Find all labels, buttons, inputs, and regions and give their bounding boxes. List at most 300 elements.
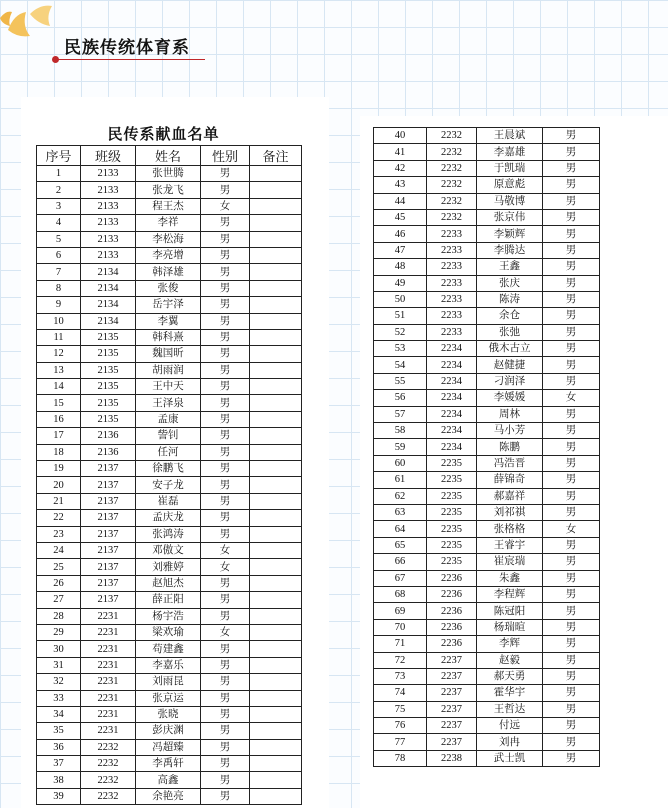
cell-remarks [250, 657, 302, 673]
cell-index: 12 [37, 346, 81, 362]
table-row [37, 198, 302, 214]
cell-name: 刁润泽 [477, 373, 543, 389]
cell-name: 彭庆渊 [136, 723, 201, 739]
cell-class: 2235 [427, 521, 477, 537]
table-row [374, 128, 600, 144]
table-row [374, 718, 600, 734]
cell-remarks [250, 739, 302, 755]
cell-gender: 男 [201, 313, 250, 329]
table-row [374, 177, 600, 193]
cell-index: 5 [37, 231, 81, 247]
cell-class: 2137 [81, 493, 136, 509]
cell-name: 于凯瑞 [477, 160, 543, 176]
table-row [374, 373, 600, 389]
cell-index: 22 [37, 510, 81, 526]
table-row [37, 608, 302, 624]
cell-remarks [250, 362, 302, 378]
cell-class: 2237 [427, 668, 477, 684]
table-row [374, 291, 600, 307]
table-row [374, 636, 600, 652]
cell-class: 2137 [81, 526, 136, 542]
cell-index: 41 [374, 144, 427, 160]
cell-name: 李祥 [136, 215, 201, 231]
column-header-gender: 性别 [201, 146, 250, 166]
cell-class: 2236 [427, 603, 477, 619]
cell-class: 2135 [81, 329, 136, 345]
table-row [37, 247, 302, 263]
cell-name: 刘雅婷 [136, 559, 201, 575]
cell-gender: 男 [543, 619, 600, 635]
cell-class: 2133 [81, 215, 136, 231]
cell-class: 2234 [427, 390, 477, 406]
cell-class: 2231 [81, 674, 136, 690]
cell-index: 34 [37, 706, 81, 722]
table-row [374, 226, 600, 242]
table-row [374, 209, 600, 225]
table-row [374, 160, 600, 176]
table-row [37, 559, 302, 575]
table-row [374, 554, 600, 570]
cell-class: 2237 [427, 701, 477, 717]
cell-index: 55 [374, 373, 427, 389]
cell-gender: 男 [543, 226, 600, 242]
cell-class: 2235 [427, 554, 477, 570]
cell-remarks [250, 280, 302, 296]
cell-name: 薛锦奇 [477, 472, 543, 488]
cell-index: 7 [37, 264, 81, 280]
cell-name: 訾钊 [136, 428, 201, 444]
table-row [37, 510, 302, 526]
table-row [37, 428, 302, 444]
cell-name: 徐鹏飞 [136, 461, 201, 477]
cell-remarks [250, 788, 302, 804]
cell-index: 73 [374, 668, 427, 684]
cell-index: 6 [37, 247, 81, 263]
cell-index: 8 [37, 280, 81, 296]
cell-index: 49 [374, 275, 427, 291]
cell-name: 赵健捷 [477, 357, 543, 373]
cell-name: 韩泽雄 [136, 264, 201, 280]
cell-gender: 男 [201, 706, 250, 722]
cell-gender: 男 [543, 177, 600, 193]
cell-class: 2134 [81, 280, 136, 296]
table-header-row [37, 146, 302, 166]
cell-class: 2232 [427, 177, 477, 193]
cell-index: 72 [374, 652, 427, 668]
cell-class: 2232 [81, 788, 136, 804]
cell-name: 李程辉 [477, 586, 543, 602]
cell-name: 程王杰 [136, 198, 201, 214]
cell-class: 2133 [81, 198, 136, 214]
cell-class: 2237 [427, 734, 477, 750]
cell-gender: 男 [201, 166, 250, 182]
cell-remarks [250, 756, 302, 772]
cell-index: 10 [37, 313, 81, 329]
cell-remarks [250, 608, 302, 624]
ginkgo-leaf-decoration [0, 0, 70, 50]
cell-remarks [250, 493, 302, 509]
cell-index: 52 [374, 324, 427, 340]
cell-name: 孟康 [136, 411, 201, 427]
cell-remarks [250, 559, 302, 575]
cell-index: 48 [374, 259, 427, 275]
cell-name: 王哲达 [477, 701, 543, 717]
cell-remarks [250, 329, 302, 345]
cell-remarks [250, 346, 302, 362]
cell-class: 2133 [81, 231, 136, 247]
cell-gender: 男 [543, 259, 600, 275]
table-row [37, 493, 302, 509]
cell-name: 岳宇泽 [136, 297, 201, 313]
cell-name: 付远 [477, 718, 543, 734]
cell-class: 2231 [81, 706, 136, 722]
table-row [374, 439, 600, 455]
cell-class: 2133 [81, 247, 136, 263]
donor-table-left [36, 145, 302, 805]
table-row [37, 313, 302, 329]
cell-class: 2236 [427, 619, 477, 635]
cell-remarks [250, 297, 302, 313]
cell-remarks [250, 231, 302, 247]
table-row [374, 504, 600, 520]
cell-class: 2231 [81, 657, 136, 673]
cell-gender: 男 [543, 488, 600, 504]
cell-gender: 男 [201, 608, 250, 624]
cell-class: 2232 [427, 160, 477, 176]
cell-gender: 男 [201, 247, 250, 263]
table-row [37, 739, 302, 755]
cell-gender: 男 [201, 477, 250, 493]
cell-index: 75 [374, 701, 427, 717]
cell-class: 2238 [427, 750, 477, 766]
cell-gender: 男 [543, 652, 600, 668]
table-row [37, 362, 302, 378]
cell-gender: 男 [201, 182, 250, 198]
cell-class: 2235 [427, 488, 477, 504]
table-row [374, 668, 600, 684]
cell-index: 20 [37, 477, 81, 493]
cell-name: 张格格 [477, 521, 543, 537]
cell-name: 赵毅 [477, 652, 543, 668]
cell-class: 2233 [427, 291, 477, 307]
table-row [37, 461, 302, 477]
cell-remarks [250, 510, 302, 526]
cell-remarks [250, 690, 302, 706]
cell-class: 2135 [81, 411, 136, 427]
cell-index: 11 [37, 329, 81, 345]
cell-class: 2233 [427, 226, 477, 242]
cell-gender: 男 [543, 209, 600, 225]
cell-index: 68 [374, 586, 427, 602]
cell-remarks [250, 411, 302, 427]
cell-class: 2234 [427, 423, 477, 439]
cell-name: 李禹轩 [136, 756, 201, 772]
cell-name: 王鑫 [477, 259, 543, 275]
column-header-class: 班级 [81, 146, 136, 166]
cell-remarks [250, 198, 302, 214]
cell-gender: 男 [201, 772, 250, 788]
cell-class: 2137 [81, 477, 136, 493]
cell-index: 15 [37, 395, 81, 411]
cell-name: 张鸿涛 [136, 526, 201, 542]
table-row [37, 788, 302, 804]
cell-gender: 男 [543, 406, 600, 422]
table-row [374, 423, 600, 439]
cell-gender: 女 [201, 542, 250, 558]
cell-gender: 男 [201, 215, 250, 231]
cell-index: 70 [374, 619, 427, 635]
cell-gender: 男 [201, 329, 250, 345]
table-row [374, 275, 600, 291]
table-row [374, 488, 600, 504]
cell-class: 2232 [427, 144, 477, 160]
table-row [374, 324, 600, 340]
cell-remarks [250, 247, 302, 263]
cell-name: 魏国昕 [136, 346, 201, 362]
cell-index: 3 [37, 198, 81, 214]
cell-class: 2232 [427, 209, 477, 225]
cell-gender: 女 [543, 521, 600, 537]
cell-name: 张庆 [477, 275, 543, 291]
cell-index: 29 [37, 624, 81, 640]
table-row [374, 537, 600, 553]
cell-gender: 女 [543, 390, 600, 406]
cell-name: 苟建鑫 [136, 641, 201, 657]
cell-gender: 男 [543, 734, 600, 750]
cell-remarks [250, 264, 302, 280]
cell-name: 韩科熹 [136, 329, 201, 345]
cell-index: 24 [37, 542, 81, 558]
donor-table-right [373, 127, 600, 767]
cell-gender: 男 [543, 554, 600, 570]
table-row [37, 690, 302, 706]
table-row [374, 341, 600, 357]
cell-index: 43 [374, 177, 427, 193]
table-row [374, 406, 600, 422]
cell-name: 杨宇浩 [136, 608, 201, 624]
cell-index: 44 [374, 193, 427, 209]
cell-index: 18 [37, 444, 81, 460]
cell-name: 梁欢瑜 [136, 624, 201, 640]
cell-name: 陈鹏 [477, 439, 543, 455]
cell-name: 冯超臻 [136, 739, 201, 755]
cell-gender: 男 [543, 275, 600, 291]
table-row [374, 652, 600, 668]
cell-name: 刘祁祺 [477, 504, 543, 520]
cell-index: 61 [374, 472, 427, 488]
cell-name: 胡雨润 [136, 362, 201, 378]
cell-index: 1 [37, 166, 81, 182]
table-row [374, 259, 600, 275]
cell-remarks [250, 166, 302, 182]
cell-index: 65 [374, 537, 427, 553]
cell-index: 35 [37, 723, 81, 739]
table-row [37, 444, 302, 460]
cell-remarks [250, 542, 302, 558]
cell-index: 36 [37, 739, 81, 755]
table-row [374, 242, 600, 258]
cell-index: 67 [374, 570, 427, 586]
cell-gender: 男 [543, 701, 600, 717]
cell-class: 2135 [81, 395, 136, 411]
cell-gender: 男 [201, 362, 250, 378]
table-row [374, 357, 600, 373]
cell-class: 2231 [81, 690, 136, 706]
column-header-name: 姓名 [136, 146, 201, 166]
cell-gender: 男 [201, 723, 250, 739]
cell-name: 安子龙 [136, 477, 201, 493]
cell-class: 2137 [81, 461, 136, 477]
table-row [374, 472, 600, 488]
cell-index: 66 [374, 554, 427, 570]
cell-index: 63 [374, 504, 427, 520]
cell-index: 53 [374, 341, 427, 357]
cell-class: 2237 [427, 685, 477, 701]
cell-gender: 男 [201, 231, 250, 247]
cell-name: 马敬博 [477, 193, 543, 209]
cell-remarks [250, 706, 302, 722]
cell-class: 2134 [81, 297, 136, 313]
cell-index: 13 [37, 362, 81, 378]
table-row [37, 477, 302, 493]
table-row [374, 521, 600, 537]
cell-name: 张京伟 [477, 209, 543, 225]
table-row [37, 280, 302, 296]
cell-name: 李松海 [136, 231, 201, 247]
cell-gender: 男 [543, 160, 600, 176]
cell-name: 崔磊 [136, 493, 201, 509]
cell-class: 2237 [427, 718, 477, 734]
table-row [374, 144, 600, 160]
cell-name: 原意彪 [477, 177, 543, 193]
cell-gender: 男 [543, 570, 600, 586]
cell-class: 2232 [81, 756, 136, 772]
cell-gender: 男 [543, 373, 600, 389]
table-row [374, 308, 600, 324]
cell-class: 2137 [81, 575, 136, 591]
cell-class: 2235 [427, 504, 477, 520]
cell-gender: 男 [201, 297, 250, 313]
cell-name: 李亮增 [136, 247, 201, 263]
cell-name: 余仓 [477, 308, 543, 324]
cell-name: 张龙飞 [136, 182, 201, 198]
cell-gender: 男 [543, 504, 600, 520]
cell-remarks [250, 624, 302, 640]
cell-remarks [250, 428, 302, 444]
cell-class: 2134 [81, 313, 136, 329]
cell-remarks [250, 526, 302, 542]
cell-remarks [250, 477, 302, 493]
cell-index: 57 [374, 406, 427, 422]
table-row [37, 526, 302, 542]
cell-index: 16 [37, 411, 81, 427]
cell-class: 2231 [81, 624, 136, 640]
cell-remarks [250, 379, 302, 395]
cell-index: 27 [37, 592, 81, 608]
cell-name: 刘雨昆 [136, 674, 201, 690]
cell-name: 王泽泉 [136, 395, 201, 411]
cell-class: 2136 [81, 444, 136, 460]
cell-gender: 男 [201, 411, 250, 427]
table-row [37, 329, 302, 345]
cell-class: 2231 [81, 608, 136, 624]
cell-gender: 男 [543, 472, 600, 488]
table-row [37, 674, 302, 690]
cell-class: 2235 [427, 537, 477, 553]
table-row [37, 411, 302, 427]
cell-index: 32 [37, 674, 81, 690]
cell-index: 38 [37, 772, 81, 788]
table-row [374, 750, 600, 766]
cell-name: 李媛媛 [477, 390, 543, 406]
cell-gender: 男 [543, 455, 600, 471]
cell-gender: 男 [201, 641, 250, 657]
cell-class: 2233 [427, 242, 477, 258]
cell-class: 2235 [427, 455, 477, 471]
table-row [374, 619, 600, 635]
cell-name: 郝天勇 [477, 668, 543, 684]
cell-index: 17 [37, 428, 81, 444]
cell-name: 冯浩晋 [477, 455, 543, 471]
cell-remarks [250, 215, 302, 231]
cell-gender: 男 [543, 537, 600, 553]
cell-index: 64 [374, 521, 427, 537]
cell-name: 张俊 [136, 280, 201, 296]
cell-class: 2137 [81, 559, 136, 575]
cell-gender: 男 [543, 291, 600, 307]
page-title: 民族传统体育系 [64, 38, 190, 58]
cell-gender: 男 [201, 657, 250, 673]
cell-name: 张京运 [136, 690, 201, 706]
cell-name: 王中天 [136, 379, 201, 395]
table-title: 民传系献血名单 [107, 125, 220, 143]
cell-name: 李颖辉 [477, 226, 543, 242]
cell-gender: 男 [201, 264, 250, 280]
cell-index: 54 [374, 357, 427, 373]
table-row [374, 586, 600, 602]
cell-index: 9 [37, 297, 81, 313]
cell-name: 张晓 [136, 706, 201, 722]
cell-gender: 男 [543, 750, 600, 766]
table-row [374, 685, 600, 701]
cell-gender: 男 [201, 756, 250, 772]
cell-class: 2234 [427, 357, 477, 373]
cell-index: 30 [37, 641, 81, 657]
table-row [37, 297, 302, 313]
cell-index: 77 [374, 734, 427, 750]
cell-index: 45 [374, 209, 427, 225]
cell-gender: 男 [201, 674, 250, 690]
cell-class: 2236 [427, 636, 477, 652]
cell-name: 李腾达 [477, 242, 543, 258]
cell-class: 2231 [81, 641, 136, 657]
table-row [37, 182, 302, 198]
cell-class: 2233 [427, 324, 477, 340]
cell-class: 2134 [81, 264, 136, 280]
cell-class: 2234 [427, 341, 477, 357]
cell-name: 薛正阳 [136, 592, 201, 608]
cell-index: 23 [37, 526, 81, 542]
cell-remarks [250, 313, 302, 329]
cell-gender: 男 [201, 690, 250, 706]
cell-index: 31 [37, 657, 81, 673]
cell-class: 2135 [81, 379, 136, 395]
cell-index: 69 [374, 603, 427, 619]
cell-gender: 男 [201, 739, 250, 755]
table-row [374, 701, 600, 717]
cell-index: 59 [374, 439, 427, 455]
cell-class: 2133 [81, 182, 136, 198]
